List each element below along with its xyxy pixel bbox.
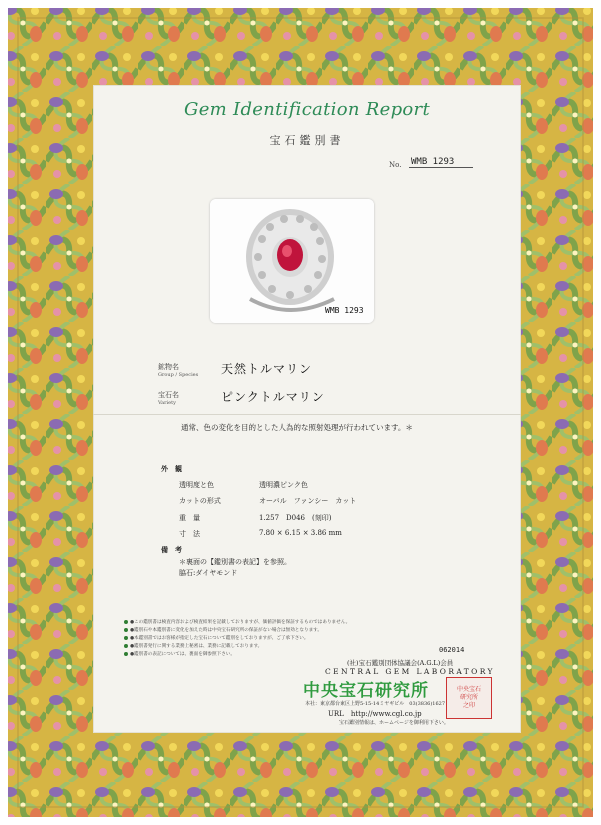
photo-report-number: WMB 1293 xyxy=(325,306,364,315)
report-subtitle: 宝石鑑別書 xyxy=(269,134,345,147)
bullet-icon xyxy=(124,628,128,632)
dimensions-label: 寸 法 xyxy=(179,530,200,538)
certificate-paper xyxy=(93,85,521,733)
disclaimer-2: ●鑑別石や本鑑別書に変化を加えた時は中央宝石研究所の保証がない場合は無効となります。 xyxy=(124,627,322,633)
appearance-heading: 外 観 xyxy=(161,464,182,473)
disclaimer-5: ●鑑別書の表記については、裏面を御参照下さい。 xyxy=(124,651,235,657)
report-number: WMB 1293 xyxy=(409,157,473,168)
variety-value: ピンクトルマリン xyxy=(221,390,325,404)
bullet-icon xyxy=(124,620,128,624)
web-note: 宝石鑑別情報は、ホームページを御利用下さい。 xyxy=(339,720,449,726)
species-value: 天然トルマリン xyxy=(221,362,313,376)
form-code: 062014 xyxy=(439,646,465,654)
variety-label-en: Variety xyxy=(158,400,176,406)
weight-label: 重 量 xyxy=(179,514,200,522)
lab-address: 本社：東京都台東区上野5-15-14ミヤギビル 03(3836)1627 xyxy=(305,701,445,707)
cut-label: カットの形式 xyxy=(179,497,221,505)
lab-name-japanese: 中央宝石研究所 xyxy=(303,681,429,701)
bullet-icon xyxy=(124,644,128,648)
treatment-note: 通常、色の変化を目的とした人為的な照射処理が行われています。＊ xyxy=(181,423,413,432)
report-number-label: No. xyxy=(389,161,402,169)
lab-url: URL http://www.cgl.co.jp xyxy=(328,710,422,718)
association-membership: (社)宝石鑑別団体協議会(A.G.L)会員 xyxy=(347,659,454,667)
remarks-line-2: 脇石:ダイヤモンド xyxy=(179,569,238,577)
lab-name-english: CENTRAL GEM LABORATORY xyxy=(325,667,495,676)
weight-value: 1.257 D046 (刻印) xyxy=(259,514,332,522)
fold-line xyxy=(93,414,521,415)
variety-label: 宝石名 xyxy=(158,391,179,399)
report-title: Gem Identification Report xyxy=(184,99,430,120)
remarks-heading: 備 考 xyxy=(161,545,182,554)
cut-value: オーバル ファンシー カット xyxy=(259,497,357,505)
clarity-color-value: 透明濃ピンク色 xyxy=(259,481,308,489)
dimensions-value: 7.80 × 6.15 × 3.86 mm xyxy=(259,529,342,537)
bullet-icon xyxy=(124,652,128,656)
ring-image xyxy=(210,199,374,323)
species-label: 鉱物名 xyxy=(158,363,179,371)
gem-photo xyxy=(210,199,374,323)
lab-seal-stamp: 中央宝石 研究所 之印 xyxy=(446,677,492,719)
disclaimer-3: ●本鑑別書ではお客様が指定した宝石について鑑別をしておりますが、ご了承下さい。 xyxy=(124,635,308,641)
disclaimer-1: ●この鑑別書は検査内容および検査結果を記載しておりますが、価値評価を保証するものではありません。 xyxy=(124,619,350,625)
bullet-icon xyxy=(124,636,128,640)
species-label-en: Group / Species xyxy=(158,372,199,378)
disclaimer-4: ●鑑別書発行に関する業務上秘密は、業務に記載しております。 xyxy=(124,643,262,649)
clarity-color-label: 透明度と色 xyxy=(179,481,214,489)
remarks-line-1: ＊裏面の【鑑別書の表記】を参照。 xyxy=(179,558,291,566)
